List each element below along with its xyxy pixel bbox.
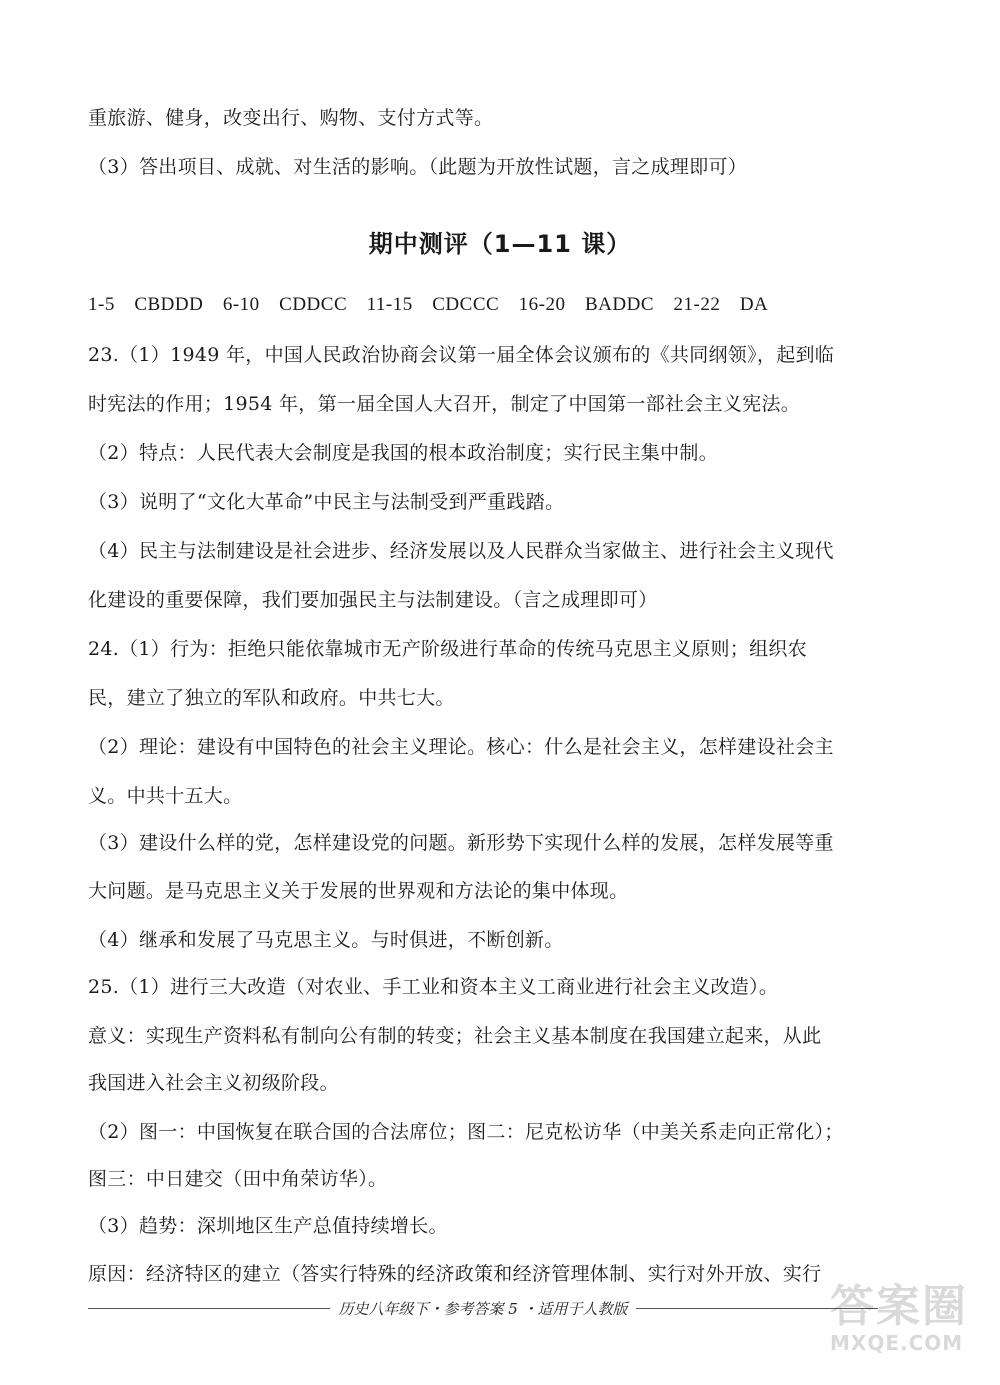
text-line: 原因：经济特区的建立（答实行特殊的经济政策和经济管理体制、实行对外开放、实行 [88,1263,822,1285]
text-line: 民，建立了独立的军队和政府。中共七大。 [88,687,455,709]
footer-text: 历史八年级下・参考答案 5 ・适用于人教版 [338,1299,628,1318]
text-line: （2）特点：人民代表大会制度是我国的根本政治制度；实行民主集中制。 [88,442,718,464]
text-line: 25.（1）进行三大改造（对农业、手工业和资本主义工商业进行社会主义改造）。 [88,976,779,998]
text-line: （4）民主与法制建设是社会进步、经济发展以及人民群众当家做主、进行社会主义现代 [88,540,834,562]
text-line: （3）答出项目、成就、对生活的影响。（此题为开放性试题，言之成理即可） [88,156,748,178]
text-line: 23.（1）1949 年，中国人民政治协商会议第一届全体会议颁布的《共同纲领》，起到临 [88,344,835,366]
text-line: 意义：实现生产资料私有制向公有制的转变；社会主义基本制度在我国建立起来，从此 [88,1025,822,1047]
text-line: 大问题。是马克思主义关于发展的世界观和方法论的集中体现。 [88,880,629,902]
text-line: （2）图一：中国恢复在联合国的合法席位；图二：尼克松访华（中美关系走向正常化）； [88,1121,844,1143]
watermark-mark: 答案圈 [830,1281,968,1332]
text-line: （3）建设什么样的党，怎样建设党的问题。新形势下实现什么样的发展，怎样发展等重 [88,832,834,854]
text-line: （3）说明了“文化大革命”中民主与法制受到严重践踏。 [88,491,565,513]
page-footer [88,1298,878,1318]
text-line: 图三：中日建交（田中角荣访华）。 [88,1168,388,1190]
text-line: 化建设的重要保障，我们要加强民主与法制建设。（言之成理即可） [88,589,658,611]
footer-rule-left [88,1308,330,1309]
text-line: 24.（1）行为：拒绝只能依靠城市无产阶级进行革命的传统马克思主义原则；组织农 [88,638,808,660]
multiple-choice-answers: 1-5 CBDDD 6-10 CDDCC 11-15 CDCCC 16-20 BADDC 21-22 DA [88,294,769,315]
text-line: （3）趋势：深圳地区生产总值持续增长。 [88,1215,448,1237]
text-line: （2）理论：建设有中国特色的社会主义理论。核心：什么是社会主义，怎样建设社会主 [88,736,834,758]
text-line: 我国进入社会主义初级阶段。 [88,1072,339,1094]
text-line: 义。中共十五大。 [88,785,243,807]
text-line: 重旅游、健身，改变出行、购物、支付方式等。 [88,107,494,129]
text-line: （4）继承和发展了马克思主义。与时俱进，不断创新。 [88,929,564,951]
section-title: 期中测评（1—11 课） [368,230,632,258]
watermark-site: MXQE.COM [830,1331,964,1355]
text-line: 时宪法的作用；1954 年，第一届全国人大召开，制定了中国第一部社会主义宪法。 [88,393,801,415]
watermark-logo [830,1283,980,1373]
